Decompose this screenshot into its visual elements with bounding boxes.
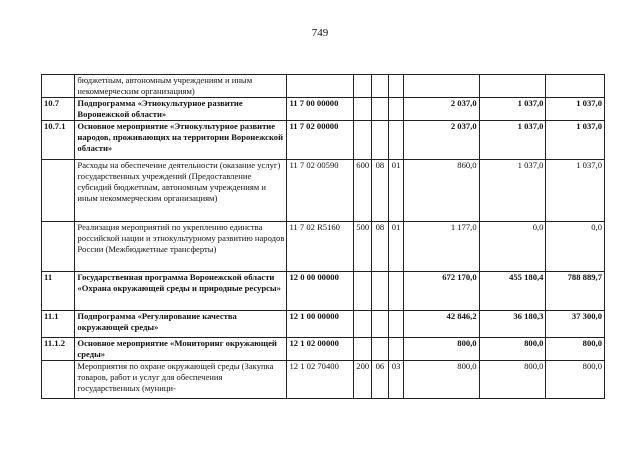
row-value-1: 672 170,0	[404, 272, 479, 311]
row-code: 11 7 02 R5160	[287, 222, 354, 272]
row-name: Подпрограмма «Этнокультурное развитие Воронежской области»	[75, 98, 287, 121]
row-rz	[372, 311, 389, 338]
row-pr	[388, 121, 404, 160]
row-vr	[354, 121, 372, 160]
budget-table	[41, 74, 605, 399]
row-value-2: 800,0	[479, 338, 546, 361]
table-row	[42, 272, 605, 311]
row-number	[42, 160, 75, 222]
row-vr	[354, 98, 372, 121]
row-rz	[372, 98, 389, 121]
row-code: 12 1 00 00000	[287, 311, 354, 338]
row-vr	[354, 338, 372, 361]
row-name: Мероприятия по охране окружающей среды (Закупка товаров, работ и услуг для обеспечения государственных (муници-	[75, 361, 287, 399]
table-row	[42, 160, 605, 222]
row-value-3: 0,0	[546, 222, 605, 272]
row-name: бюджетным, автономным учреждениям и иным некоммерческим организациям)	[75, 75, 287, 98]
row-vr: 600	[354, 160, 372, 222]
row-value-1	[404, 75, 479, 98]
table-row	[42, 222, 605, 272]
row-value-1: 1 177,0	[404, 222, 479, 272]
row-rz	[372, 121, 389, 160]
row-value-1: 800,0	[404, 361, 479, 399]
row-code: 11 7 00 00000	[287, 98, 354, 121]
row-vr	[354, 75, 372, 98]
table-row	[42, 98, 605, 121]
row-value-2: 1 037,0	[479, 121, 546, 160]
table-row	[42, 121, 605, 160]
row-name: Основное мероприятие «Этнокультурное развитие народов, проживающих на территории Воронежской области»	[75, 121, 287, 160]
table-row	[42, 338, 605, 361]
row-pr	[388, 98, 404, 121]
row-value-3: 800,0	[546, 338, 605, 361]
row-value-3: 37 300,0	[546, 311, 605, 338]
row-value-1: 2 037,0	[404, 98, 479, 121]
row-value-2: 800,0	[479, 361, 546, 399]
row-vr	[354, 272, 372, 311]
row-value-2: 1 037,0	[479, 160, 546, 222]
row-number: 11.1.2	[42, 338, 75, 361]
row-value-2: 1 037,0	[479, 98, 546, 121]
row-number: 10.7	[42, 98, 75, 121]
row-number	[42, 75, 75, 98]
row-vr	[354, 311, 372, 338]
row-number: 11.1	[42, 311, 75, 338]
row-value-3: 788 889,7	[546, 272, 605, 311]
row-name: Подпрограмма «Регулирование качества окружающей среды»	[75, 311, 287, 338]
row-rz: 06	[372, 361, 389, 399]
row-pr	[388, 75, 404, 98]
row-number: 10.7.1	[42, 121, 75, 160]
row-number	[42, 361, 75, 399]
row-name: Расходы на обеспечение деятельности (оказание услуг) государственных учреждений (Предоставление субсидий бюджетным, автономным учреждениям и иным некоммерческим организациям)	[75, 160, 287, 222]
row-rz: 08	[372, 222, 389, 272]
row-value-3: 1 037,0	[546, 121, 605, 160]
row-name: Реализация мероприятий по укреплению единства российской нации и этнокультурному развитию народов России (Межбюджетные трансферты)	[75, 222, 287, 272]
row-number	[42, 222, 75, 272]
row-name: Основное мероприятие «Мониторинг окружающей среды»	[75, 338, 287, 361]
row-rz	[372, 75, 389, 98]
row-rz: 08	[372, 160, 389, 222]
row-value-1: 2 037,0	[404, 121, 479, 160]
row-value-3: 1 037,0	[546, 160, 605, 222]
row-pr	[388, 338, 404, 361]
page-number: 749	[311, 27, 329, 39]
row-code: 11 7 02 00590	[287, 160, 354, 222]
row-value-3: 1 037,0	[546, 98, 605, 121]
table-row	[42, 75, 605, 98]
row-code	[287, 75, 354, 98]
row-pr	[388, 311, 404, 338]
table-row	[42, 361, 605, 399]
row-number: 11	[42, 272, 75, 311]
row-value-2	[479, 75, 546, 98]
row-value-1: 42 846,2	[404, 311, 479, 338]
row-pr	[388, 272, 404, 311]
table-row	[42, 311, 605, 338]
row-vr: 200	[354, 361, 372, 399]
row-rz	[372, 272, 389, 311]
row-value-2: 455 180,4	[479, 272, 546, 311]
row-value-1: 860,0	[404, 160, 479, 222]
row-pr: 03	[388, 361, 404, 399]
row-code: 12 1 02 00000	[287, 338, 354, 361]
row-code: 12 1 02 70400	[287, 361, 354, 399]
row-vr: 500	[354, 222, 372, 272]
row-value-1: 800,0	[404, 338, 479, 361]
row-code: 12 0 00 00000	[287, 272, 354, 311]
row-code: 11 7 02 00000	[287, 121, 354, 160]
row-value-2: 36 180,3	[479, 311, 546, 338]
row-pr: 01	[388, 222, 404, 272]
row-value-3	[546, 75, 605, 98]
row-name: Государственная программа Воронежской области «Охрана окружающей среды и природные ресурсы»	[75, 272, 287, 311]
row-rz	[372, 338, 389, 361]
row-pr: 01	[388, 160, 404, 222]
row-value-3: 800,0	[546, 361, 605, 399]
row-value-2: 0,0	[479, 222, 546, 272]
